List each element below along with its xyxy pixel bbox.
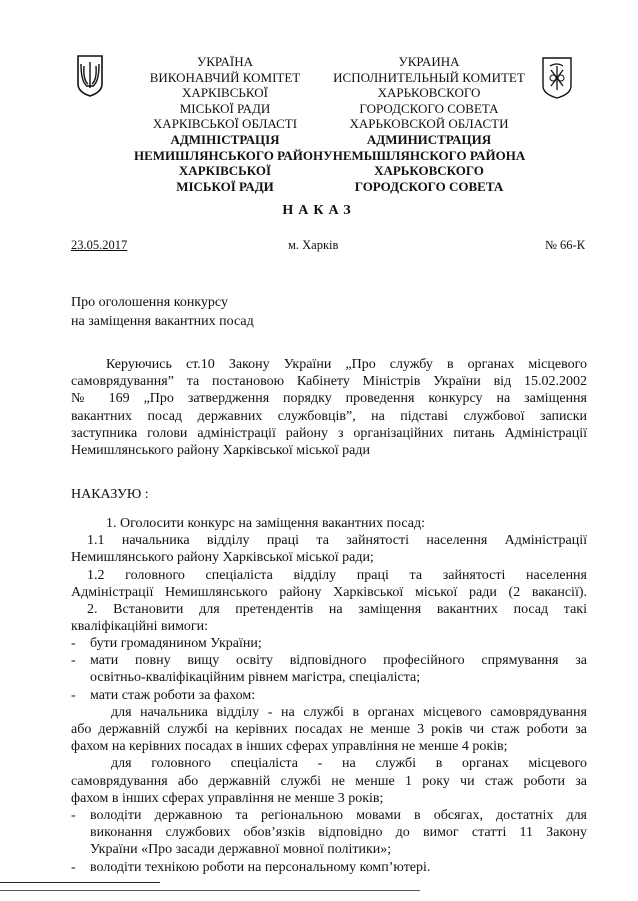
header-ru-line: ХАРЬКОВСКОГО — [374, 163, 484, 179]
bottom-rule — [0, 890, 420, 891]
item-2: 2. Встановити для претендентів на заміщення вакантних посад такі — [87, 602, 587, 618]
item-1-2: 1.2 головного спеціаліста відділу праці та зайнятості населення — [87, 567, 587, 583]
header-ru-line: АДМИНИСТРАЦИЯ — [366, 131, 492, 147]
preamble-line: Немишлянського району Харківської міської ради — [71, 443, 370, 459]
subject-line: Про оголошення конкурсу — [71, 295, 228, 310]
header-russian — [330, 54, 528, 194]
kharkiv-coat-of-arms-icon — [541, 56, 573, 100]
item-1-1: Немишлянського району Харківської міської ради; — [71, 550, 374, 566]
experience-specialist: для головного спеціаліста - на службі в органах місцевого — [111, 756, 587, 772]
preamble-line: № 169 „Про затвердження порядку проведення конкурсу на заміщення — [71, 391, 587, 407]
header-ua-line: МІСЬКОЇ РАДИ — [179, 100, 271, 116]
header-ua-line: НЕМИШЛЯНСЬКОГО РАЙОНУ — [134, 147, 333, 163]
subject-line: на заміщення вакантних посад — [71, 314, 254, 329]
dash-marker: - — [71, 653, 76, 669]
preamble-line: Керуючись ст.10 Закону України „Про службу в органах місцевого — [106, 357, 587, 372]
order-number: № 66-К — [545, 238, 586, 252]
order-subject — [71, 293, 254, 331]
requirement-education: мати повну вищу освіту відповідного професійного спрямування за — [90, 653, 587, 669]
experience-specialist: фахом в інших сферах управління не менше 3 років; — [71, 790, 384, 806]
experience-head: для начальника відділу - на службі в органах місцевого самоврядування — [111, 704, 587, 720]
order-word: НАКАЗУЮ : — [71, 487, 149, 502]
item-1-2: Адміністрації Немишлянського району Харківської міської ради (2 вакансії). — [71, 584, 587, 600]
preamble-line: самоврядування” та постановою Кабінету Міністрів України від 15.02.2002 — [71, 374, 587, 390]
dash-marker: - — [71, 859, 76, 875]
preamble-paragraph — [71, 356, 587, 459]
bottom-rule — [0, 882, 160, 883]
header-ua-line: ХАРКІВСЬКОЇ — [178, 163, 272, 179]
requirement-experience: мати стаж роботи за фахом: — [90, 687, 256, 703]
header-ua-line: ХАРКІВСЬКОЇ ОБЛАСТІ — [152, 116, 298, 132]
preamble-line: вакантних посад державних службовців”, на підставі службової записки — [71, 408, 587, 424]
requirement-computer: володіти технікою роботи на персональному комп’ютері. — [90, 859, 431, 875]
header-ua-line: УКРАЇНА — [197, 54, 253, 69]
header-ru-line: ХАРЬКОВСКОЙ ОБЛАСТИ — [349, 116, 509, 132]
dash-marker: - — [71, 636, 76, 651]
header-ru-line: УКРАИНА — [398, 54, 460, 69]
trident-coat-of-arms-icon — [76, 54, 104, 98]
experience-head: або державній службі на керівних посадах не менше 3 років чи стаж роботи за — [71, 722, 587, 738]
header-ua-line: ХАРКІВСЬКОЇ — [182, 85, 268, 101]
header-ru-line: ХАРЬКОВСКОГО — [377, 85, 481, 101]
requirement-languages: володіти державною та регіональною мовами в обсягах, достатніх для — [90, 808, 587, 824]
preamble-line: заступника голови адміністрації району з організаційних питань Адміністрації — [71, 425, 587, 441]
item-1: 1. Оголосити конкурс на заміщення вакантних посад: — [106, 516, 425, 531]
header-ua-line: МІСЬКОЇ РАДИ — [176, 178, 274, 194]
requirement-education: освітньо-кваліфікаційним рівнем магістра, спеціаліста; — [90, 670, 421, 686]
header-ua-line: ВИКОНАВЧИЙ КОМІТЕТ — [149, 69, 301, 85]
header-ru-line: ГОРОДСКОГО СОВЕТА — [354, 178, 504, 194]
header-ukrainian — [134, 54, 333, 194]
header-ru-line: ГОРОДСКОГО СОВЕТА — [359, 100, 499, 116]
order-items — [71, 515, 587, 635]
header-ru-line: ИСПОЛНИТЕЛЬНЫЙ КОМИТЕТ — [333, 69, 525, 85]
item-1-1: 1.1 начальника відділу праці та зайнятості населення Адміністрації — [87, 533, 587, 549]
experience-head: фахом на керівних посадах в інших сферах управління не менше 4 років; — [71, 739, 508, 755]
requirement-languages: України «Про засади державної мовної політики»; — [90, 842, 392, 858]
document-title: НАКАЗ — [282, 203, 356, 218]
requirement-languages: виконання службових обов’язків відповідно до вимог статті 11 Закону — [90, 825, 587, 841]
dash-marker: - — [71, 687, 76, 703]
requirement-citizenship: бути громадянином України; — [90, 636, 262, 651]
header-ua-line: АДМІНІСТРАЦІЯ — [170, 131, 280, 147]
order-city: м. Харків — [288, 238, 339, 252]
item-2: кваліфікаційні вимоги: — [71, 619, 209, 635]
experience-specialist: самоврядування або державній службі не менше 1 року чи стаж роботи за — [71, 773, 587, 789]
order-date: 23.05.2017 — [71, 238, 128, 252]
header-ru-line: НЕМЫШЛЯНСКОГО РАЙОНА — [332, 147, 526, 163]
dash-marker: - — [71, 808, 76, 824]
requirements-list — [71, 635, 587, 876]
